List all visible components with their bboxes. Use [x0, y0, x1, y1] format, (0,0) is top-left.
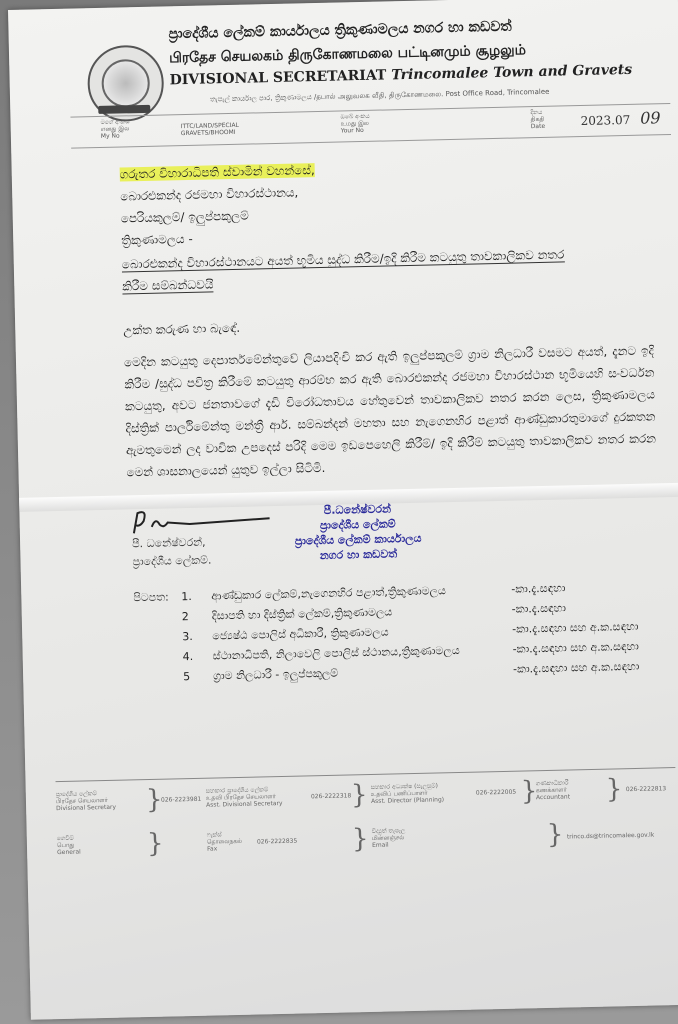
brace-icon: }: [351, 824, 369, 855]
brace-icon: }: [146, 828, 164, 860]
office-address: තැපැල් කාර්යාල පාර, ත්‍රිකුණාමලය /தபால் அலுவலக வீதி, திருகோணமலை. Post Office Road, Trincomalee: [209, 87, 550, 104]
brace-icon: }: [520, 776, 538, 807]
brace-icon: }: [350, 780, 368, 811]
signatory-name: පී. ධනේෂ්වරන්,: [131, 535, 206, 551]
my-no-label: මගේ අංකය எனது இல My No: [100, 118, 130, 140]
office-name-english: DIVISIONAL SECRETARIAT Trincomalee Town and Gravets: [169, 61, 633, 89]
body-paragraph: මෙදින කටයුතු දෙපාර්තමේන්තුවේ ලියාපදිංචි කර ඇති ඉලුප්පකුලම් ග්‍රාම නිලධාරී වසමට අයත්, දැනට ඉදි කිරීම /සුද්ධ පවිත්‍ර කිරීමේ කටයුතු ආරම්භ කර ඇති බොරළුකන්ද රජමහා විහාරස්ථාන භූමියෙහි සංවර්ධන කටයුතු, අවට ජනතාවගේ දැඩි විරෝධතාවය හේතුවෙන් තාවකාලිකව නතර කරන ලෙස, ත්‍රිකුණාමලය දිස්ත්‍රික් පාර්ලිමේන්තු මන්ත්‍රී ආර්. සම්බන්දන් මහතා සහ නැගෙනහිර පළාත් ආණ්ඩුකාරතුමාගේ දුරකතන ඇමතුමෙන් ලද වාචික උපදෙස් පරිදි මෙම ඉඩපෙහෙලි කිරීම්/ ඉදි කිරීම් කටයුතු තාවකාලිකව නතර කරන මෙන් ශාසනාලයෙන් යුතුව ඉල්ලා සිටිමි.: [123, 343, 657, 480]
footer-fax: ෆැක්ස් தொலைநகல் Fax: [206, 831, 243, 853]
footer-phone: 026-2222005: [475, 788, 517, 797]
footer-email-label: විද්‍යුත් තැපෑල மின்னஞ்சல் Email: [371, 827, 406, 849]
recipient-line-3: පෙරියකුලම්/ ඉලුප්පකුලම්: [120, 208, 249, 226]
footer-divisional-secretary: ප්‍රාදේශීය ලේකම් பிரதேச செயலாளர் Divisional Secretary: [55, 790, 117, 813]
your-no-label: ඔබේ අංකය உமது இல Your No: [340, 112, 370, 135]
subject: බොරළුකන්ද විහාරස්ථානයට අයත් භූමිය සුද්ධ කිරීම/ඉදි කිරීම කටයුතු තාවකාලිකව නතර කිරීම සම්බන්ධවයි: [121, 247, 565, 294]
signatory-title: ප්‍රාදේශීය ලේකම්.: [132, 553, 212, 569]
copy-item: 1. ආණ්ඩුකාර ලේකම්,නැගෙනහිර පළාත්,ත්‍රිකුණාමලය -කා.දැ.සඳහා: [181, 581, 566, 604]
footer-asst-divisional-secretary: සහකාර ප්‍රාදේශීය ලේකම් உதவி பிரதேச செயலாளர் Asst. Divisional Secretary: [205, 786, 283, 809]
recipient-line-1: ගරුතර විහාරාධිපති ස්වාමින් වහන්සේ,: [119, 163, 315, 182]
office-name-sinhala: ප්‍රාදේශීය ලේකම් කාර්යාලය ත්‍රිකුණාමලය නගර හා කඩවත්: [168, 18, 512, 43]
footer-general: ගෙවීම් பொது General: [56, 834, 81, 857]
date-value: 2023.07 09: [580, 108, 661, 129]
salutation: උක්ත කරුණ හා බැඳේ.: [123, 320, 241, 338]
brace-icon: }: [145, 784, 163, 816]
date-label: දිනය திகதி Date: [530, 108, 546, 131]
footer-fax-number: 026-2222835: [256, 837, 298, 846]
official-stamp: පී.ධනේෂ්වරන් ප්‍රාදේශීය ලේකම් ප්‍රාදේශීය ලේකම් කාර්යාලය නගර හා කඩවත්: [294, 502, 422, 563]
reference-row: [70, 103, 671, 149]
my-no-value: ITTC/LAND/SPECIAL GRAVETS/BHOOMI: [180, 121, 239, 138]
copy-item: 3. ජ්‍යෙෂ්ඨ පොලිස් අධිකාරී, ත්‍රිකුණාමලය -කා.දැ.සඳහා සහ අ.ක.සඳහා: [182, 619, 639, 644]
footer-asst-director: සහකාර අධ්‍යක්ෂ (සැලසුම්) உதவிப் பணிப்பாளர் Asst. Director (Planning): [370, 782, 445, 805]
letter-page: [8, 0, 678, 1020]
recipient-line-4: ත්‍රිකුණාමලය -: [121, 231, 193, 248]
copy-item: 2 දිසාපති හා දිස්ත්‍රික් ලේකම්,ත්‍රිකුණාමලය -කා.දැ.සඳහා: [181, 601, 567, 624]
footer-phone: 026-2223981: [160, 795, 202, 804]
copies-label: පිටපත:: [133, 590, 169, 605]
government-emblem-icon: [87, 44, 165, 122]
office-name-tamil: பிரதேச செயலகம் திருகோணமலை பட்டினமும் சூழலும்: [168, 42, 527, 67]
footer-accountant: ගණකාධිකාරී கணக்காளர் Accountant: [535, 779, 571, 802]
signature-scribble-icon: [129, 504, 280, 537]
copy-item: 4. ස්ථානාධිපති, නිලාවෙලි පොලිස් ස්ථානය,ත්‍රිකුණාමලය -කා.දැ.සඳහා සහ අ.ක.සඳහා: [182, 639, 639, 664]
footer-phone: 026-2222813: [625, 785, 667, 794]
recipient-line-2: බොරළුකන්ද රජමහා විහාරස්ථානය,: [120, 185, 299, 204]
footer-email: trinco.ds@trincomalee.gov.lk: [566, 831, 655, 841]
brace-icon: }: [605, 774, 623, 805]
footer-phone: 026-2222318: [310, 792, 352, 801]
copy-item: 5 ග්‍රාම නිලධාරී - ඉලුප්පකුලම් -කා.දැ.සඳහා සහ අ.ක.සඳහා: [183, 659, 640, 684]
brace-icon: }: [546, 819, 564, 850]
